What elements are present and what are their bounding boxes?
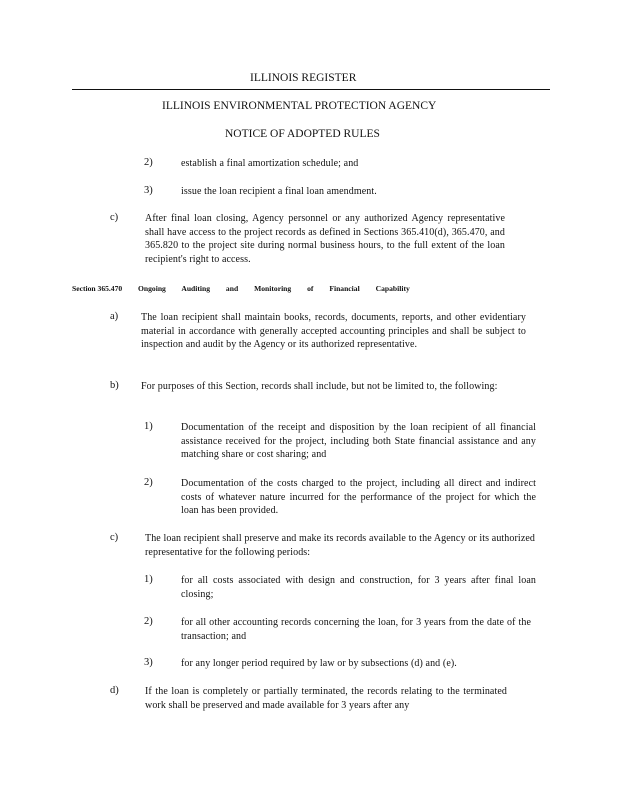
paragraph-label: c)	[110, 212, 119, 223]
list-item-label: 3)	[144, 185, 153, 196]
list-item-label: 1)	[144, 421, 153, 432]
list-item-label: 2)	[144, 616, 153, 627]
paragraph-label: b)	[110, 380, 119, 391]
paragraph-text: After final loan closing, Agency personnel or any authorized Agency representative shall have access to the project records as defined in Sections 365.410(d), 365.470, and 365.820 to the project site during normal business hours, to the full extent of the loan recipient's right to access.	[145, 213, 505, 265]
notice-title: NOTICE OF ADOPTED RULES	[225, 128, 380, 140]
list-item-text: for any longer period required by law or by subsections (d) and (e).	[181, 658, 457, 669]
paragraph-label: d)	[110, 685, 119, 696]
list-item-text: Documentation of the costs charged to the project, including all direct and indirect costs of whatever nature incurred for the performance of the project for which the loan has been provided.	[181, 478, 536, 517]
header-rule	[72, 89, 550, 90]
paragraph-label: c)	[110, 532, 119, 543]
list-item-text: for all costs associated with design and construction, for 3 years after final loan closing;	[181, 575, 536, 600]
paragraph-label: a)	[110, 311, 119, 322]
list-item-label: 3)	[144, 657, 153, 668]
list-item-label: 2)	[144, 157, 153, 168]
list-item-text: Documentation of the receipt and disposition by the loan recipient of all financial assistance received for the project, including both State financial assistance and any matching share or cost sharing; and	[181, 422, 536, 461]
register-title: ILLINOIS REGISTER	[250, 72, 357, 84]
list-item-text: for all other accounting records concerning the loan, for 3 years from the date of the transaction; and	[181, 617, 531, 642]
list-item-label: 2)	[144, 477, 153, 488]
section-number: Section 365.470	[72, 284, 123, 293]
agency-title: ILLINOIS ENVIRONMENTAL PROTECTION AGENCY	[162, 100, 437, 112]
paragraph-text: The loan recipient shall preserve and make its records available to the Agency or its authorized representative for the following periods:	[145, 533, 535, 558]
list-item-label: 1)	[144, 574, 153, 585]
paragraph-text: The loan recipient shall maintain books, records, documents, reports, and other evidentiary material in accordance with generally accepted accounting principles and shall be subject to inspection and audit by the Agency or its authorized representative.	[141, 312, 526, 351]
list-item-text: issue the loan recipient a final loan amendment.	[181, 186, 377, 197]
list-item-text: establish a final amortization schedule; and	[181, 158, 359, 169]
section-title: Ongoing Auditing and Monitoring of Financial Capability	[138, 284, 410, 293]
paragraph-text: If the loan is completely or partially terminated, the records relating to the terminated work shall be preserved and made available for 3 years after any	[145, 686, 507, 711]
paragraph-text: For purposes of this Section, records shall include, but not be limited to, the following:	[141, 381, 498, 392]
